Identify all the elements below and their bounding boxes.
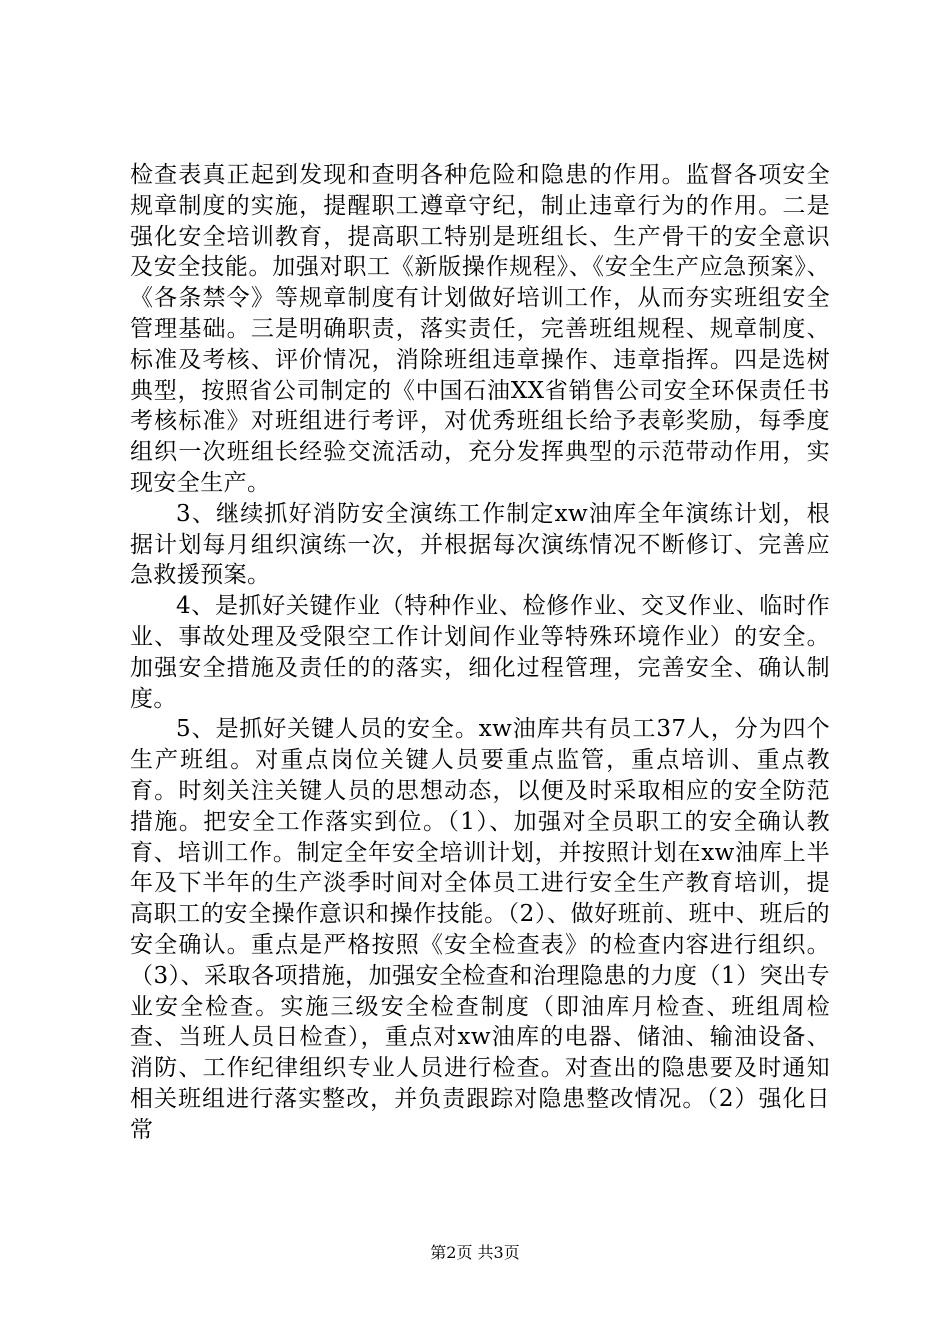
document-body — [130, 160, 830, 1146]
paragraph: 4、是抓好关键作业（特种作业、检修作业、交叉作业、临时作业、事故处理及受限空工作计划间作业等特殊环境作业）的安全。加强安全措施及责任的的落实，细化过程管理，完善安全、确认制度。 — [130, 593, 830, 712]
page-footer: 第2页 共3页 — [430, 1243, 520, 1262]
paragraph: 5、是抓好关键人员的安全。xw油库共有员工37人，分为四个生产班组。对重点岗位关键人员要重点监管，重点培训、重点教育。时刻关注关键人员的思想动态，以便及时采取相应的安全防范措施。把安全工作落实到位。（1）、加强对全员职工的安全确认教育、培训工作。制定全年安全培训计划，并按照计划在xw油库上半年及下半年的生产淡季时间对全体员工进行安全生产教育培训，提高职工的安全操作意识和操作技能。（2）、做好班前、班中、班后的安全确认。重点是严格按照《安全检查表》的检查内容进行组织。（3）、采取各项措施，加强安全检查和治理隐患的力度（1）突出专业安全检查。实施三级安全检查制度（即油库月检查、班组周检查、当班人员日检查），重点对xw油库的电器、储油、输油设备、消防、工作纪律组织专业人员进行检查。对查出的隐患要及时通知相关班组进行落实整改，并负责跟踪对隐患整改情况。（2）强化日常 — [130, 716, 830, 1143]
paragraph: 3、继续抓好消防安全演练工作制定xw油库全年演练计划，根据计划每月组织演练一次，并根据每次演练情况不断修订、完善应急救援预案。 — [130, 500, 830, 589]
paragraph: 检查表真正起到发现和查明各种危险和隐患的作用。监督各项安全规章制度的实施，提醒职工遵章守纪，制止违章行为的作用。二是强化安全培训教育，提高职工特别是班组长、生产骨干的安全意识及安全技能。加强对职工《新版操作规程》、《安全生产应急预案》、《各条禁令》等规章制度有计划做好培训工作，从而夯实班组安全管理基础。三是明确职责，落实责任，完善班组规程、规章制度、标准及考核、评价情况，消除班组违章操作、违章指挥。四是选树典型，按照省公司制定的《中国石油XX省销售公司安全环保责任书考核标准》对班组进行考评，对优秀班组长给予表彰奖励，每季度组织一次班组长经验交流活动，充分发挥典型的示范带动作用，实现安全生产。 — [130, 162, 830, 496]
